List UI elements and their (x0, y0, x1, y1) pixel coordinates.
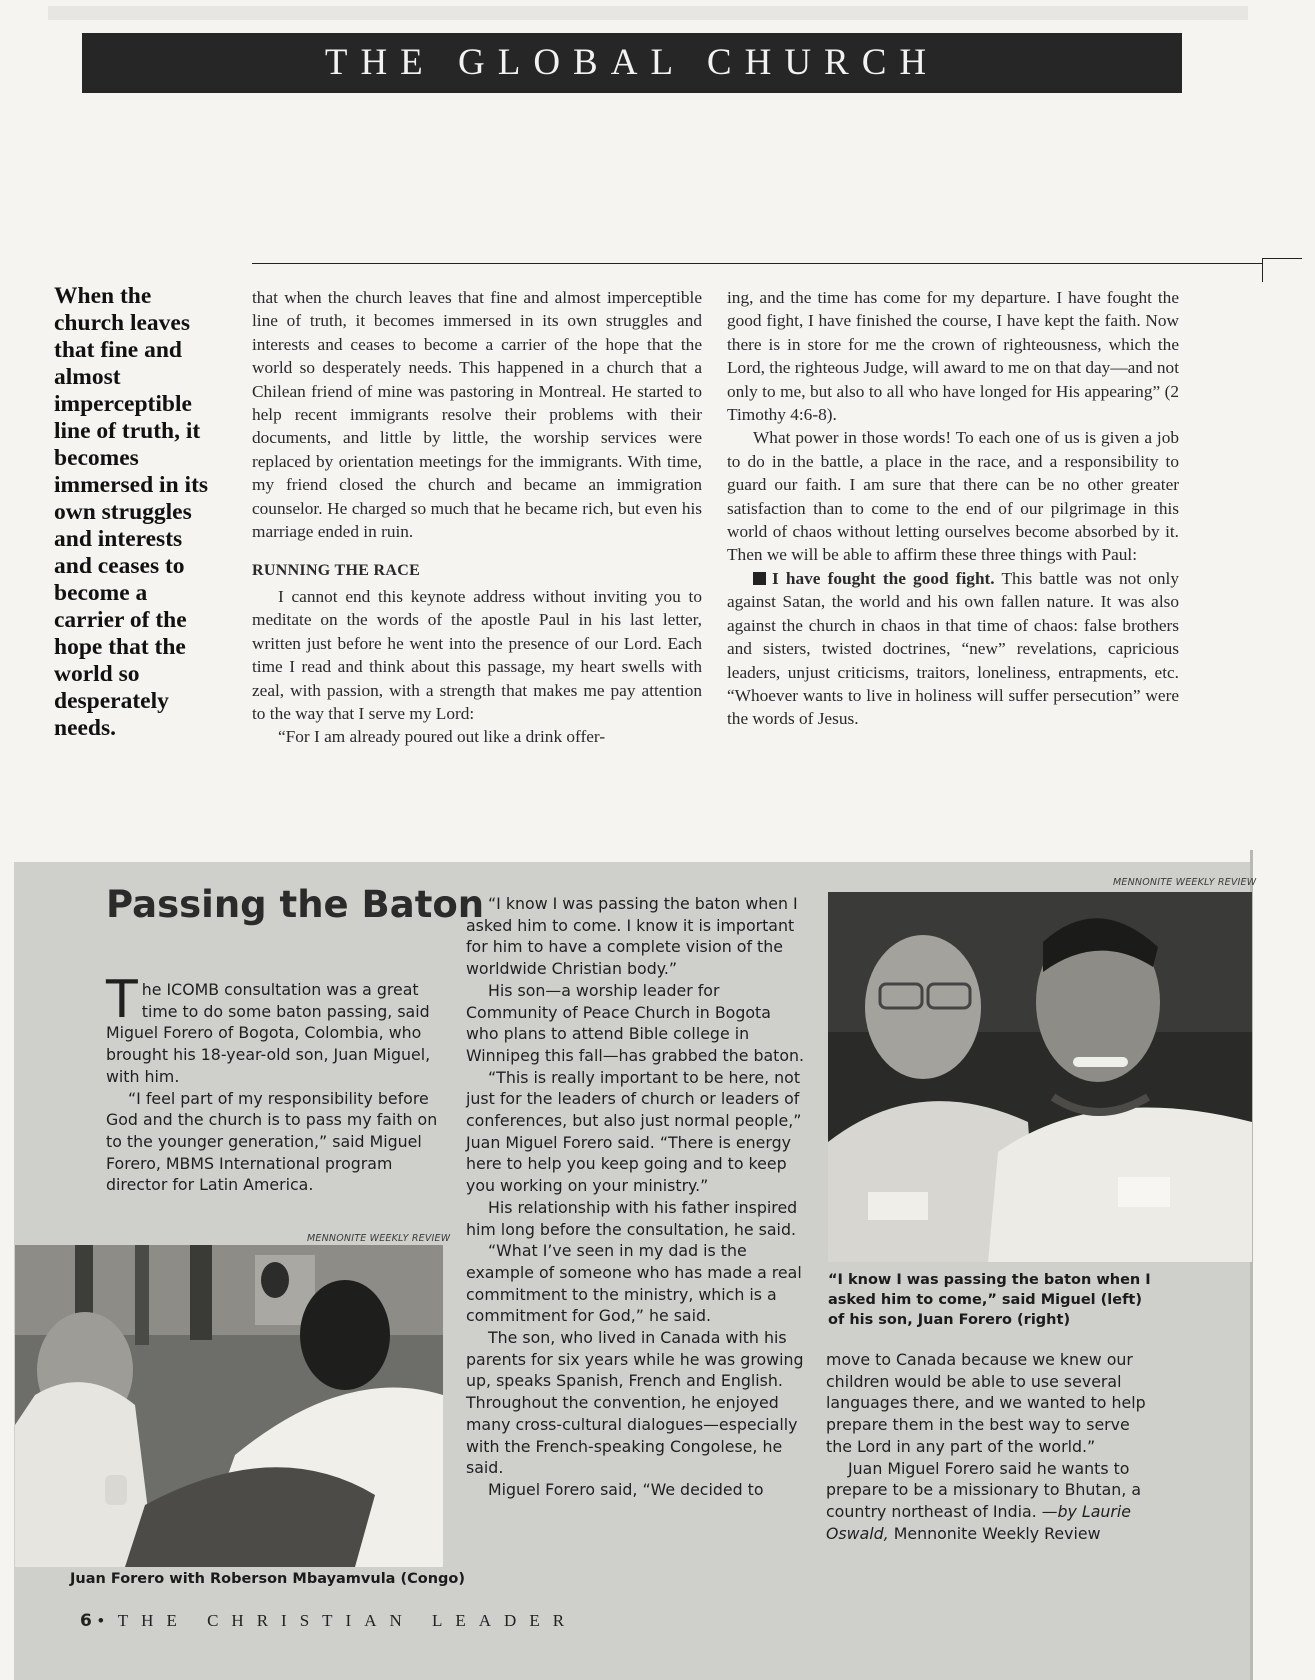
photo-credit: MENNONITE WEEKLY REVIEW (1113, 877, 1257, 888)
top-edge-strip (48, 6, 1248, 20)
column-rule-hook (1262, 258, 1302, 259)
publication-name: THE CHRISTIAN LEADER (117, 1611, 578, 1630)
sidebar-title: Passing the Baton (106, 883, 485, 926)
sidebar-text: he ICOMB consultation was a great time to do some baton passing, said Miguel Forero of Bogota, Colombia, who brought his 18-year-old son, Juan Miguel, with him. (106, 980, 431, 1086)
bullet-lead: I have fought the good fight. (772, 568, 995, 588)
article-paragraph: ing, and the time has come for my departure. I have fought the good fight, I have finished the course, I have kept the faith. Now there is in store for me the crown of righteousness, which the Lord, the righteous Judge, will award to me on that day—and not only to me, but also to all who have longed for His appearing” (2 Timothy 4:6-8). (727, 288, 1179, 425)
sidebar-column-1 (106, 970, 438, 1196)
drop-cap: T (106, 970, 138, 1030)
column-rule-hook-vertical (1262, 258, 1263, 282)
sidebar-paragraph: Miguel Forero said, “We decided to (488, 1479, 764, 1499)
sidebar-text: Juan Miguel Forero said he wants to prepare to be a missionary to Bhutan, a country northeast of India. (826, 1458, 1142, 1521)
sidebar-paragraph: The son, who lived in Canada with his parents for six years while he was growing up, speaks Spanish, French and English. Throughout the convention, he enjoyed many cross-cultural dialogues—especially with the French-speaking Congolese, he said. (466, 1328, 804, 1478)
bullet-text: This battle was not only against Satan, the world and his own fallen nature. It was also against the church in chaos in that time of chaos: false brothers and sisters, twisted doctrines, “new” revelations, capricious leaders, unjust criticisms, traitors, loneliness, entrapments, etc. “Whoever wants to live in holiness will suffer persecution” were the words of Jesus. (727, 568, 1179, 729)
sidebar-paragraph: “This is really important to be here, not just for the leaders of church or leaders of conferences, but also just normal people,” Juan Miguel Forero said. “There is energy here to help you keep going and to keep you working on your ministry.” (466, 1067, 802, 1196)
article-paragraph: I cannot end this keynote address without inviting you to meditate on the words of the apostle Paul in his last letter, written just before he went into the presence of our Lord. Each time I read and think about this passage, my heart swells with zeal, with passion, with a strength that makes me pay attention to the way that I serve my Lord: (252, 586, 702, 723)
article-column-2 (727, 286, 1179, 731)
sidebar-paragraph: move to Canada because we knew our children would be able to use several languages there, and we wanted to help prepare them in the best way to serve the Lord in any part of the world.” (826, 1350, 1146, 1456)
sidebar-paragraph: His son—a worship leader for Community of Peace Church in Bogota who plans to attend Bible college in Winnipeg this fall—has grabbed the baton. (466, 980, 805, 1065)
article-paragraph: What power in those words! To each one of us is given a job to do in the battle, a place in the race, and a responsibility to guard our faith. I am sure that there can be no other greater satisfaction than to come to the end of our pilgrimage in this world of chaos without letting ourselves become absorbed by it. Then we will be able to affirm these three things with Paul: (727, 428, 1179, 565)
photo-caption: “I know I was passing the baton when I asked him to come,” said Miguel (left) of his son, Juan Forero (right) (828, 1272, 1151, 1328)
photo-miguel-and-juan (828, 892, 1252, 1262)
sidebar-paragraph: His relationship with his father inspired him long before the consultation, he said. (466, 1197, 798, 1239)
sidebar-paragraph: “I feel part of my responsibility before God and the church is to pass my faith on to the younger generation,” said Miguel Forero, MBMS International program director for Latin America. (106, 1088, 438, 1195)
photo-caption: Juan Forero with Roberson Mbayamvula (Congo) (70, 1571, 466, 1587)
article-column-1 (252, 286, 702, 749)
section-subhead: RUNNING THE RACE (252, 562, 421, 580)
sidebar-paragraph (826, 1458, 1154, 1545)
sidebar-column-3 (826, 1349, 1154, 1544)
page-footer (80, 1611, 577, 1631)
square-bullet-icon (753, 572, 766, 585)
page-number: 6 (80, 1611, 92, 1631)
photo-image (828, 892, 1252, 1262)
bullet-paragraph (727, 567, 1179, 731)
sidebar-paragraph: “I know I was passing the baton when I asked him to come. I know it is important for him to have a complete vision of the worldwide Christian body.” (466, 894, 798, 979)
photo-credit: MENNONITE WEEKLY REVIEW (307, 1233, 451, 1244)
footer-separator: • (97, 1611, 104, 1630)
sidebar-column-2 (466, 893, 806, 1501)
column-rule (252, 263, 1262, 264)
article-paragraph: that when the church leaves that fine and almost imperceptible line of truth, it becomes immersed in its own struggles and interests and ceases to become a carrier of the hope that the world so desperately needs. This happened in a church that a Chilean friend of mine was pastoring in Montreal. He started to help recent immigrants resolve their problems with their documents, and little by little, the worship services were replaced by orientation meetings for the immigrants. With time, my friend closed the church and became an immigration counselor. He charged so much that he became rich, but even his marriage ended in ruin. (252, 288, 702, 542)
photo-image (15, 1245, 443, 1567)
pull-quote: When the church leaves that fine and almost imperceptible line of truth, it becomes immersed in its own struggles and interests and ceases to become a carrier of the hope that the world so desperately needs. (54, 283, 209, 741)
section-banner: THE GLOBAL CHURCH (82, 33, 1182, 93)
byline-source: Mennonite Weekly Review (888, 1523, 1101, 1543)
article-paragraph: “For I am already poured out like a drink offer- (278, 727, 606, 747)
sidebar-paragraph (106, 970, 438, 1088)
photo-juan-and-roberson (15, 1245, 443, 1567)
sidebar-paragraph: “What I’ve seen in my dad is the example of someone who has made a real commitment to the ministry, which is a commitment for God,” he said. (466, 1241, 802, 1326)
byline: —by Laurie Oswald, (826, 1501, 1132, 1543)
